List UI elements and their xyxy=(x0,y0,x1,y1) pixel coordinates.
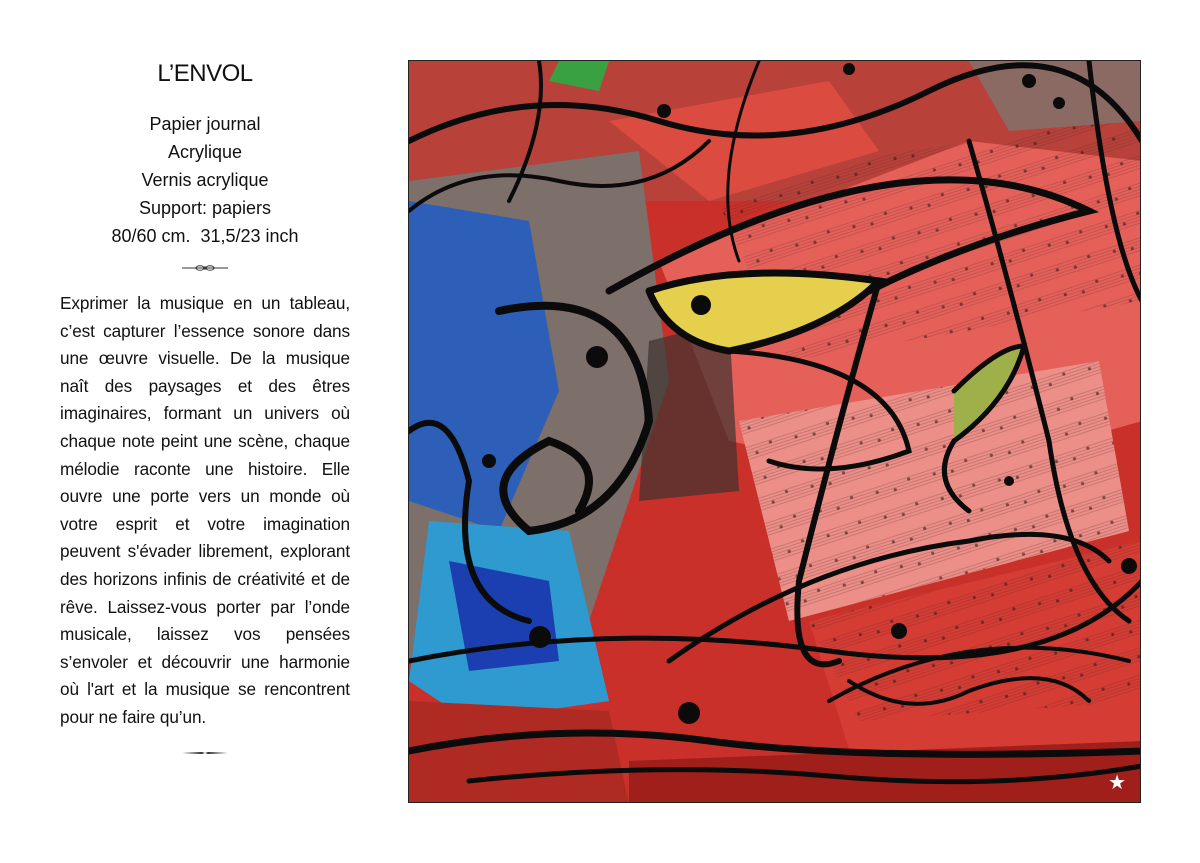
artwork-info-panel xyxy=(60,60,350,756)
spec-varnish: Vernis acrylique xyxy=(141,170,269,190)
spec-medium: Papier journal xyxy=(149,114,261,134)
artwork-title: L’ENVOL xyxy=(157,60,253,87)
abstract-painting xyxy=(409,61,1141,803)
artwork-specs xyxy=(60,110,350,250)
spec-dimensions: 80/60 cm. 31,5/23 inch xyxy=(111,226,299,246)
star-icon: ★ xyxy=(1108,770,1126,794)
ornament-divider xyxy=(182,264,228,272)
end-divider xyxy=(182,750,228,756)
artwork-description: Exprimer la musique en un tableau, c’est capturer l’essence sonore dans une œuvre visuelle. De la musique naît des paysages et des êtres imaginaires, formant un univers où chaque note peint une scène, chaque mélodie raconte une histoire. Elle ouvre une porte vers un monde où votre esprit et votre imagination peuvent s'évader librement, explorant des horizons infinis de créativité et de rêve. Laissez-vous porter par l’onde musicale, laissez vos pensées s’envoler et découvrir une harmonie où l'art et la musique se rencontrent pour ne faire qu’un. xyxy=(60,293,350,727)
spec-paint: Acrylique xyxy=(167,142,243,162)
painting-image xyxy=(408,60,1141,803)
spec-support: Support: papiers xyxy=(138,198,272,218)
